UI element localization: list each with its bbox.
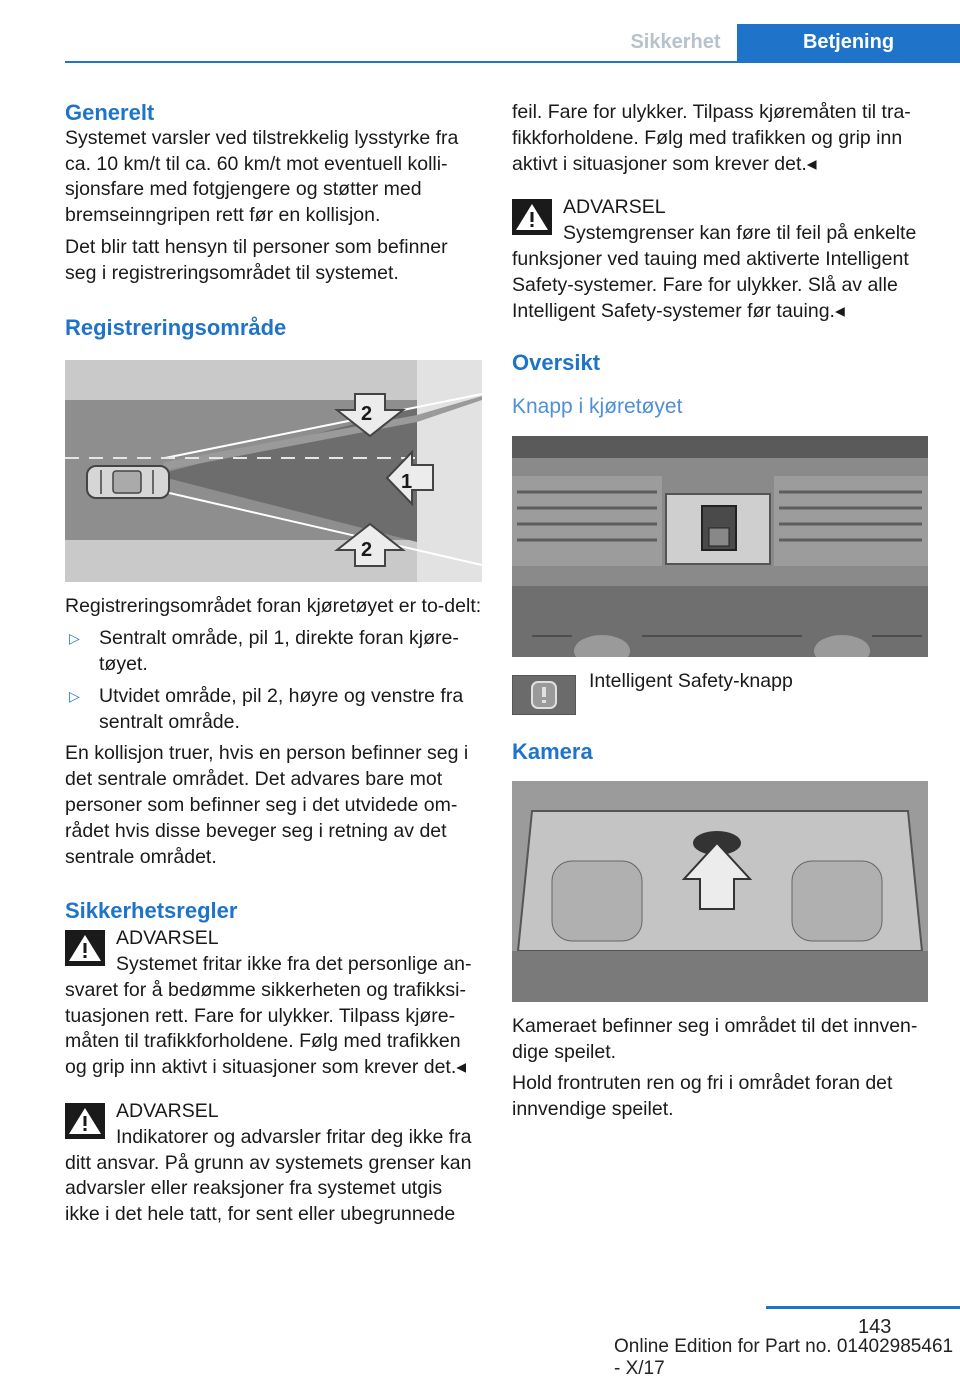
- heading-registreringsomrade: Registreringsområde: [65, 314, 287, 340]
- triangle-bullet-icon: ▷: [69, 630, 80, 647]
- intelligent-safety-button-icon[interactable]: [512, 675, 576, 715]
- paragraph-kollisjon: En kollisjon truer, hvis en person befinner seg i det sentrale området. Det advares bare mot personer som befinner seg i det utvidede om-rådet hvis disse beveger seg i retning av det sentrale området.: [65, 742, 469, 868]
- page-number: 143: [858, 1316, 892, 1338]
- detection-area-figure: [65, 360, 482, 582]
- left-column: [65, 100, 482, 1234]
- warning-title: ADVARSEL: [116, 1099, 219, 1122]
- warning-text: Indikatorer og advarsler fritar deg ikke fra ditt ansvar. På grunn av systemets grenser kan advarsler eller reaksjoner fra systemet utgis ikke i det hele tatt, for sent eller ubegrunnede: [65, 1125, 472, 1226]
- tab-betjening[interactable]: Betjening: [737, 24, 960, 61]
- warning-triangle-icon: [65, 1103, 105, 1139]
- paragraph-registrering: Registreringsområdet foran kjøretøyet er to-delt:: [65, 595, 482, 618]
- warning-block-1: [65, 926, 482, 1081]
- intelligent-safety-key-row: [512, 669, 932, 715]
- warning-block-3: [512, 195, 932, 324]
- triangle-bullet-icon: ▷: [69, 687, 80, 704]
- heading-kamera: Kamera: [512, 738, 593, 764]
- warning-triangle-icon: [65, 930, 105, 966]
- arrow-label-2-top: 2: [361, 403, 373, 426]
- warning-triangle-icon: [512, 199, 552, 235]
- paragraph-generelt-1: Systemet varsler ved tilstrekkelig lysstyrke fra ca. 10 km/t til ca. 60 km/t mot eventuell kolli-sjonsfare med fotgjengere og støtter med bremseinngripen rett før en kollisjon.: [65, 126, 459, 227]
- paragraph-continued: feil. Fare for ulykker. Tilpass kjøremåten til tra-fikkforholdene. Følg med trafikken og grip inn aktivt i situasjoner som krever det.◂: [512, 101, 911, 175]
- paragraph-kamera-1: Kameraet befinner seg i området til det innven-dige speilet.: [512, 1014, 918, 1063]
- warning-title: ADVARSEL: [563, 196, 666, 219]
- camera-photo: [512, 781, 928, 1002]
- warning-title: ADVARSEL: [116, 927, 219, 950]
- heading-oversikt: Oversikt: [512, 350, 601, 376]
- dashboard-photo: [512, 436, 928, 657]
- list-item-text: Utvidet område, pil 2, høyre og venstre fra sentralt område.: [99, 684, 464, 733]
- bullet-list: [65, 626, 482, 735]
- paragraph-generelt-2: Det blir tatt hensyn til personer som befinner seg i registreringsområdet til systemet.: [65, 235, 448, 284]
- list-item-text: Sentralt område, pil 1, direkte foran kjøre-tøyet.: [99, 627, 459, 675]
- heading-sikkerhetsregler: Sikkerhetsregler: [65, 898, 238, 924]
- list-item: [65, 684, 482, 736]
- warning-text: Systemet fritar ikke fra det personlige an-svaret for å bedømme sikkerheten og trafikksi-tuasjonen rett. Fare for ulykker. Tilpass kjøre-måten til trafikkforholdene. Følg med trafikken og grip inn aktivt i situasjoner som krever det.◂: [65, 952, 472, 1079]
- list-item: [65, 626, 482, 678]
- warning-block-2: [65, 1099, 482, 1228]
- heading-generelt: Generelt: [65, 100, 155, 125]
- intelligent-safety-button-label: Intelligent Safety-knapp: [589, 669, 793, 692]
- dashboard-button-figure: [512, 436, 932, 657]
- arrow-label-2-bottom: 2: [361, 539, 373, 562]
- edition-text: Online Edition for Part no. 01402985461 - X/17: [614, 1336, 954, 1379]
- header-rule: [65, 61, 960, 63]
- footer-rule: [766, 1306, 960, 1309]
- paragraph-kamera-2: Hold frontruten ren og fri i området foran det innvendige speilet.: [512, 1072, 893, 1121]
- tab-sikkerhet[interactable]: Sikkerhet: [630, 31, 721, 53]
- right-column: [512, 100, 932, 1129]
- warning-text: Systemgrenser kan føre til feil på enkelte funksjoner ved tauing med aktiverte Intelligent Safety-systemer. Fare for ulykker. Slå av alle Intelligent Safety-systemer før tauing.◂: [512, 222, 917, 322]
- arrow-label-1: 1: [401, 471, 413, 494]
- heading-knapp: Knapp i kjøretøyet: [512, 395, 683, 419]
- detection-area-diagram: [65, 360, 482, 582]
- camera-figure: [512, 781, 932, 1002]
